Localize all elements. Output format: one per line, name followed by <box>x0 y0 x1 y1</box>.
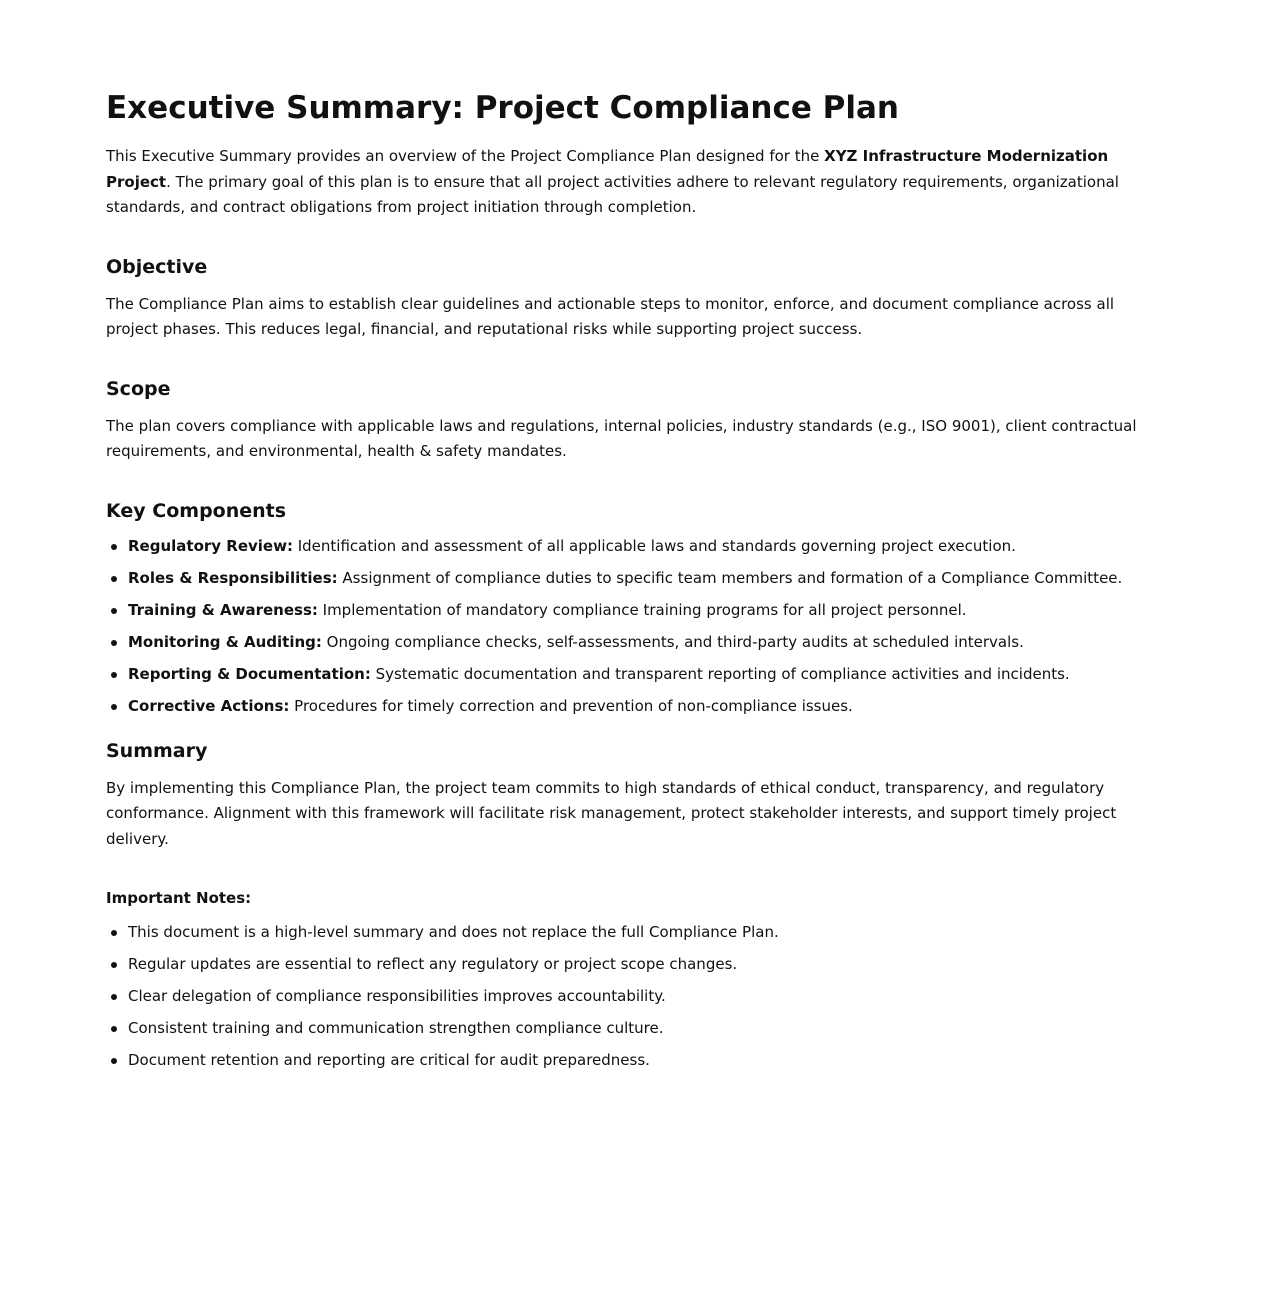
list-item <box>128 632 1170 652</box>
list-item: Consistent training and communication strengthen compliance culture. <box>128 1018 1170 1038</box>
important-notes-list <box>106 922 1170 1070</box>
key-components-section <box>106 498 1170 716</box>
list-item: This document is a high-level summary and does not replace the full Compliance Plan. <box>128 922 1170 942</box>
project-name: XYZ Infrastructure Modernization Project <box>106 147 1109 191</box>
objective-heading: Objective <box>106 255 208 278</box>
summary-section <box>106 738 1170 853</box>
summary-heading: Summary <box>106 739 208 762</box>
scope-section <box>106 376 1170 465</box>
component-term: Roles & Responsibilities: <box>128 568 338 587</box>
list-item: Regular updates are essential to reflect any regulatory or project scope changes. <box>128 954 1170 974</box>
component-term: Monitoring & Auditing: <box>128 632 322 651</box>
document <box>106 86 1170 1082</box>
key-components-list <box>106 536 1170 716</box>
component-text: Identification and assessment of all applicable laws and standards governing project execution. <box>292 536 1016 555</box>
scope-text: The plan covers compliance with applicable laws and regulations, internal policies, industry standards (e.g., ISO 9001), client contractual requirements, and environmental, health & safety mandates. <box>106 416 1137 460</box>
intro-text-before: This Executive Summary provides an overview of the Project Compliance Plan designed for the <box>106 147 825 165</box>
list-item: Document retention and reporting are critical for audit preparedness. <box>128 1050 1170 1070</box>
list-item <box>128 696 1170 716</box>
component-text: Procedures for timely correction and prevention of non-compliance issues. <box>289 696 853 715</box>
important-notes-section <box>106 888 1170 1070</box>
page-title: Executive Summary: Project Compliance Plan <box>106 90 899 126</box>
key-components-heading: Key Components <box>106 499 287 522</box>
list-item <box>128 600 1170 620</box>
component-term: Reporting & Documentation: <box>128 664 371 683</box>
scope-heading: Scope <box>106 377 171 400</box>
component-text: Ongoing compliance checks, self-assessments, and third-party audits at scheduled intervals. <box>321 632 1024 651</box>
list-item <box>128 536 1170 556</box>
component-term: Corrective Actions: <box>128 696 290 715</box>
component-text: Systematic documentation and transparent reporting of compliance activities and incidents. <box>370 664 1070 683</box>
important-notes-heading: Important Notes: <box>106 889 252 907</box>
objective-text: The Compliance Plan aims to establish clear guidelines and actionable steps to monitor, enforce, and document compliance across all project phases. This reduces legal, financial, and reputational risks while supporting project success. <box>106 294 1115 338</box>
objective-section <box>106 254 1170 343</box>
component-term: Regulatory Review: <box>128 536 293 555</box>
list-item: Clear delegation of compliance responsibilities improves accountability. <box>128 986 1170 1006</box>
component-text: Implementation of mandatory compliance training programs for all project personnel. <box>317 600 967 619</box>
list-item <box>128 568 1170 588</box>
component-term: Training & Awareness: <box>128 600 318 619</box>
intro-text-after: . The primary goal of this plan is to ensure that all project activities adhere to relevant regulatory requirements, organizational standards, and contract obligations from project initiation through completion. <box>106 172 1119 216</box>
list-item <box>128 664 1170 684</box>
component-text: Assignment of compliance duties to specific team members and formation of a Compliance Committee. <box>337 568 1123 587</box>
intro-paragraph <box>106 144 1170 221</box>
summary-text: By implementing this Compliance Plan, the project team commits to high standards of ethical conduct, transparency, and regulatory conformance. Alignment with this framework will facilitate risk management, protect stakeholder interests, and support timely project delivery. <box>106 778 1117 848</box>
